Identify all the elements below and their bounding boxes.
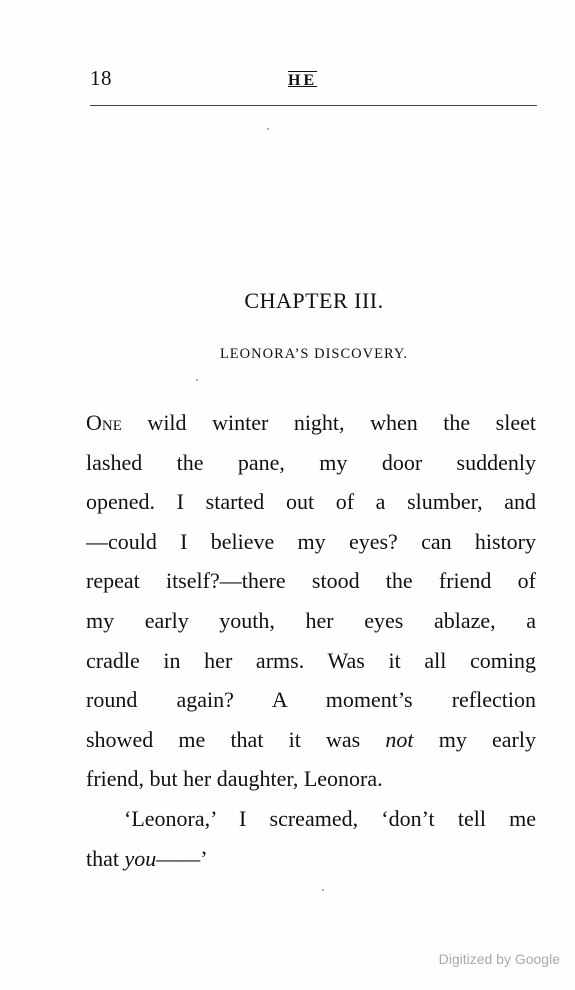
italic-emphasis: not: [385, 726, 414, 752]
text-line: lashed the pane, my door suddenly: [86, 449, 536, 475]
scan-speck: [196, 379, 198, 381]
text-line: One wild winter night, when the sleet: [86, 410, 536, 435]
digitized-watermark: Digitized by Google: [438, 951, 560, 967]
italic-emphasis: you: [124, 845, 157, 871]
chapter-title: CHAPTER III.: [244, 288, 384, 313]
text-line: round again? A moment’s reflection: [86, 687, 536, 713]
text-line: repeat itself?—there stood the friend of: [86, 568, 536, 594]
scan-speck: [322, 889, 324, 891]
running-title: HE: [288, 72, 318, 89]
text-line: showed me that it was not my early: [86, 726, 536, 752]
drop-lead-word: One: [86, 410, 122, 435]
chapter-subtitle: LEONORA’S DISCOVERY.: [219, 346, 409, 362]
text-line: cradle in her arms. Was it all coming: [86, 647, 536, 673]
page-number: 18: [90, 66, 112, 90]
text-line: opened. I started out of a slumber, and: [86, 489, 536, 515]
text-line: my early youth, her eyes ablaze, a: [86, 607, 536, 633]
text-line: —could I believe my eyes? can history: [86, 528, 536, 554]
header-rule: [90, 105, 537, 106]
body-text: [86, 403, 536, 878]
text-line: that you——’: [86, 845, 208, 871]
text-line: friend, but her daughter, Leonora.: [86, 766, 383, 792]
scan-speck: [267, 128, 269, 130]
text-line: ‘Leonora,’ I screamed, ‘don’t tell me: [124, 805, 536, 831]
